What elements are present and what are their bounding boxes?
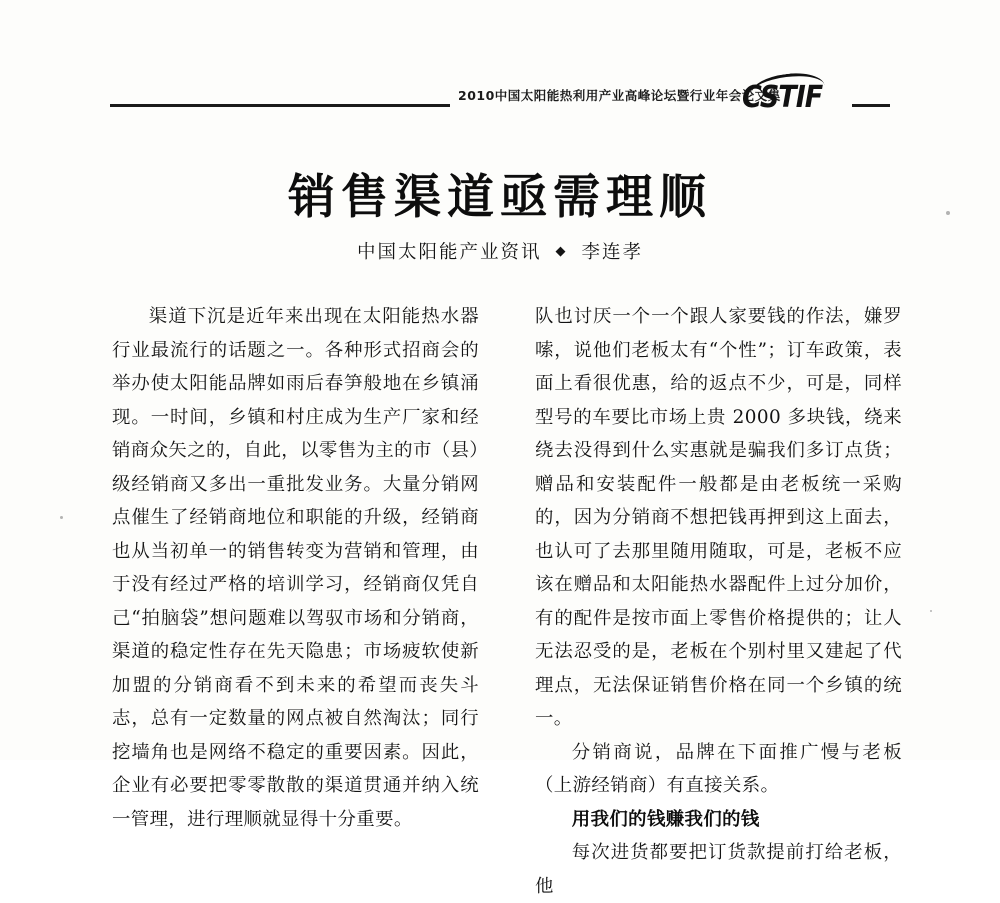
column-right: [535, 300, 902, 903]
header-rule-right: [852, 104, 890, 107]
running-head: [110, 78, 890, 122]
article-title: 销售渠道亟需理顺: [288, 170, 712, 225]
byline-separator-icon: ◆: [555, 244, 568, 259]
scan-speck: [60, 516, 63, 519]
paragraph: 每次进货都要把订货款提前打给老板，他: [535, 842, 902, 897]
article-byline: [0, 238, 1000, 264]
paragraph: 渠道下沉是近年来出现在太阳能热水器行业最流行的话题之一。各种形式招商会的举办使太阳能品牌如雨后春笋般地在乡镇涌现。一时间，乡镇和村庄成为生产厂家和经销商众矢之的，自此，以零售为主的市（县）级经销商又多出一重批发业务。大量分销网点催生了经销商地位和职能的升级，经销商也从当初单一的销售转变为营销和管理，由于没有经过严格的培训学习，经销商仅凭自己“拍脑袋”想问题难以驾驭市场和分销商，渠道的稳定性存在先天隐患；市场疲软使新加盟的分销商看不到未来的希望而丧失斗志，总有一定数量的网点被自然淘汰；同行挖墙角也是网络不稳定的重要因素。因此，企业有必要把零零散散的渠道贯通并纳入统一管理，进行理顺就显得十分重要。: [112, 306, 479, 830]
running-head-title: 2010中国太阳能热利用产业高峰论坛暨行业年会论文集: [458, 88, 781, 103]
paragraph: 分销商说，品牌在下面推广慢与老板（上游经销商）有直接关系。: [535, 741, 902, 796]
paragraph: 队也讨厌一个一个跟人家要钱的作法，嫌罗嗦，说他们老板太有“个性”；订车政策，表面上看很优惠，给的返点不少，可是，同样型号的车要比市场上贵 2000 多块钱，绕来绕去没得到什么实惠就是骗我们多订点货；赠品和安装配件一般都是由老板统一采购的，因为分销商不想把钱再押到这上面去，也认可了去那里随用随取，可是，老板不应该在赠品和太阳能热水器配件上过分加价，有的配件是按市面上零售价格提供的；让人无法忍受的是，老板在个别村里又建起了代理点，无法保证销售价格在同一个乡镇的统一。: [535, 306, 902, 729]
scan-speck: [930, 610, 932, 612]
header-rule-left: [110, 104, 450, 107]
logo-wordmark: CSTIF: [742, 80, 823, 115]
section-heading: 用我们的钱赚我们的钱: [571, 808, 760, 830]
body-columns: [112, 300, 902, 903]
byline-author: 李连孝: [581, 242, 644, 263]
cstif-logo: [736, 72, 846, 118]
column-left: [112, 300, 479, 903]
scan-speck: [946, 211, 950, 215]
byline-source: 中国太阳能产业资讯: [356, 242, 542, 263]
